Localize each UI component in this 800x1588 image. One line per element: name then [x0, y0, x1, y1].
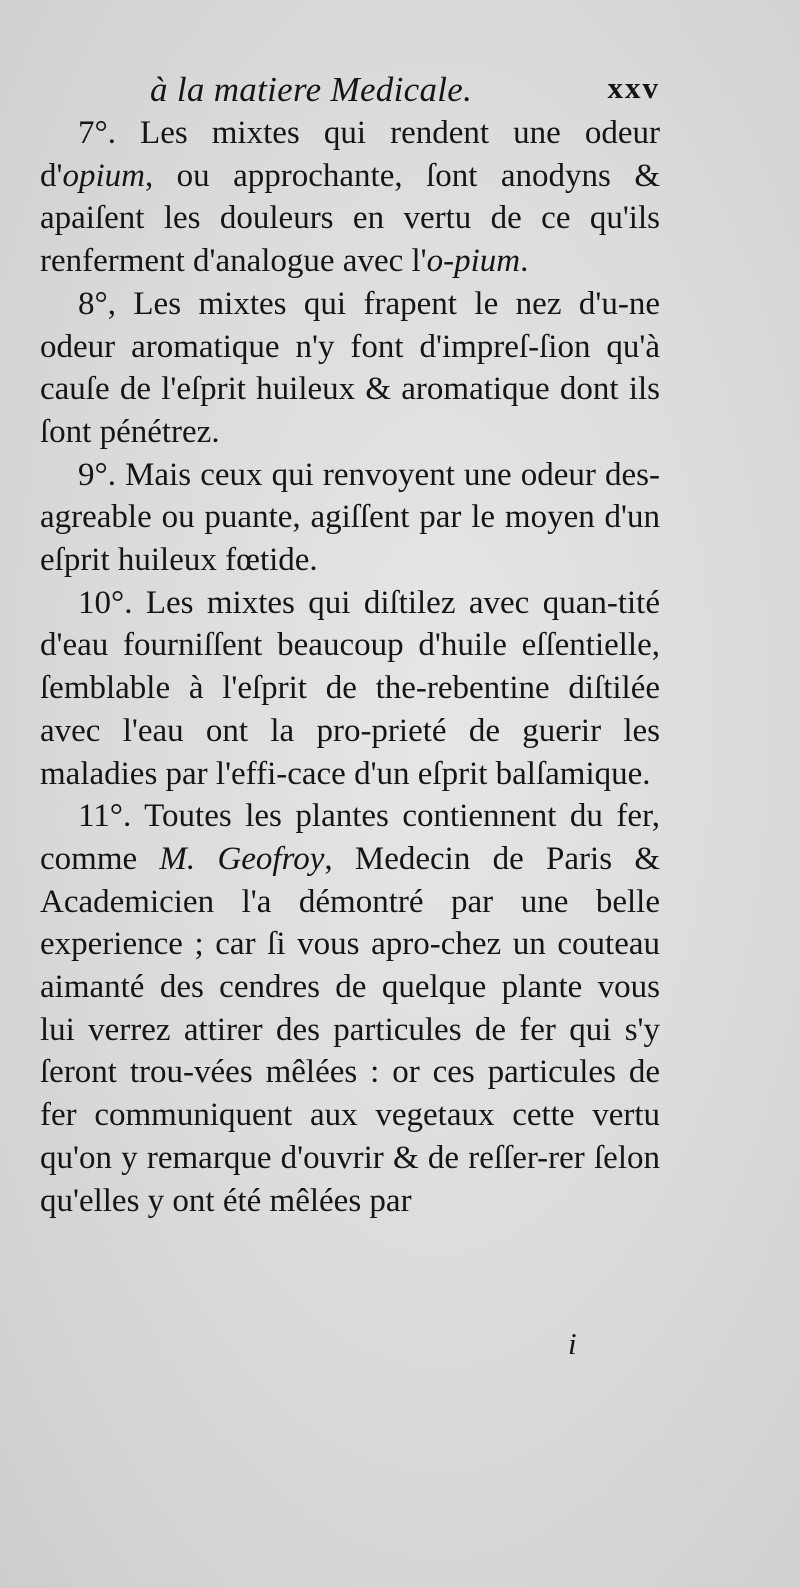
- paragraph-text: .: [520, 243, 529, 280]
- running-title: à la matiere Medicale.: [150, 70, 473, 109]
- page-header: [40, 70, 660, 114]
- paragraph-8: [40, 283, 660, 454]
- paragraph-number: 7°.: [78, 115, 141, 151]
- italic-term: opium: [62, 157, 145, 194]
- paragraph-text: Les mixtes qui diſtilez avec quan-tité d'eau fourniſſent beaucoup d'huile eſſentielle, ſemblable à l'eſprit de the-rebentine diſtilée avec l'eau ont la pro-prieté de guerir les maladies par l'effi-cace d'un eſprit balſamique.: [40, 584, 660, 792]
- paragraph-10: [40, 582, 660, 796]
- paragraph-7: [40, 112, 660, 283]
- paragraph-number: 10°.: [78, 584, 146, 621]
- italic-name: M. Geofroy: [159, 840, 325, 877]
- paragraph-9: [40, 454, 660, 582]
- page-number: xxv: [607, 70, 660, 105]
- paragraph-text: Mais ceux qui renvoyent une odeur des-agreable ou puante, agiſſent par le moyen d'un eſprit huileux fœtide.: [40, 456, 660, 579]
- paragraph-11: [40, 795, 660, 1222]
- catchword: i: [568, 1326, 577, 1361]
- paragraph-text: Toutes les plantes contiennent du fer, comme: [40, 798, 660, 877]
- paragraph-number: 9°.: [78, 456, 126, 493]
- paragraph-number: 11°.: [78, 798, 145, 835]
- paragraph-number: 8°,: [78, 285, 134, 322]
- paragraph-text: Les mixtes qui frapent le nez d'u-ne odeur aromatique n'y font d'impreſ-ſion qu'à cauſe de l'eſprit huileux & aromatique dont ils ſont pénétrez.: [40, 285, 660, 450]
- paragraph-text: , Medecin de Paris & Academicien l'a démontré par une belle experience ; car ſi vous apro-chez un couteau aimanté des cendres de quelque plante vous lui verrez attirer des particules de fer qui s'y ſeront trou-vées mêlées : or ces particules de fer communiquent aux vegetaux cette vertu qu'on y remarque d'ouvrir & de reſſer-rer ſelon qu'elles y ont été mêlées par: [40, 840, 660, 1219]
- paragraph-text: Les mixtes qui rendent une odeur d': [40, 115, 660, 194]
- italic-term: o-pium: [426, 243, 521, 280]
- paragraph-text: , ou approchante, ſont anodyns & apaiſent les douleurs en vertu de ce qu'ils renferment d'analogue avec l': [40, 157, 660, 280]
- body-text: [40, 112, 660, 1222]
